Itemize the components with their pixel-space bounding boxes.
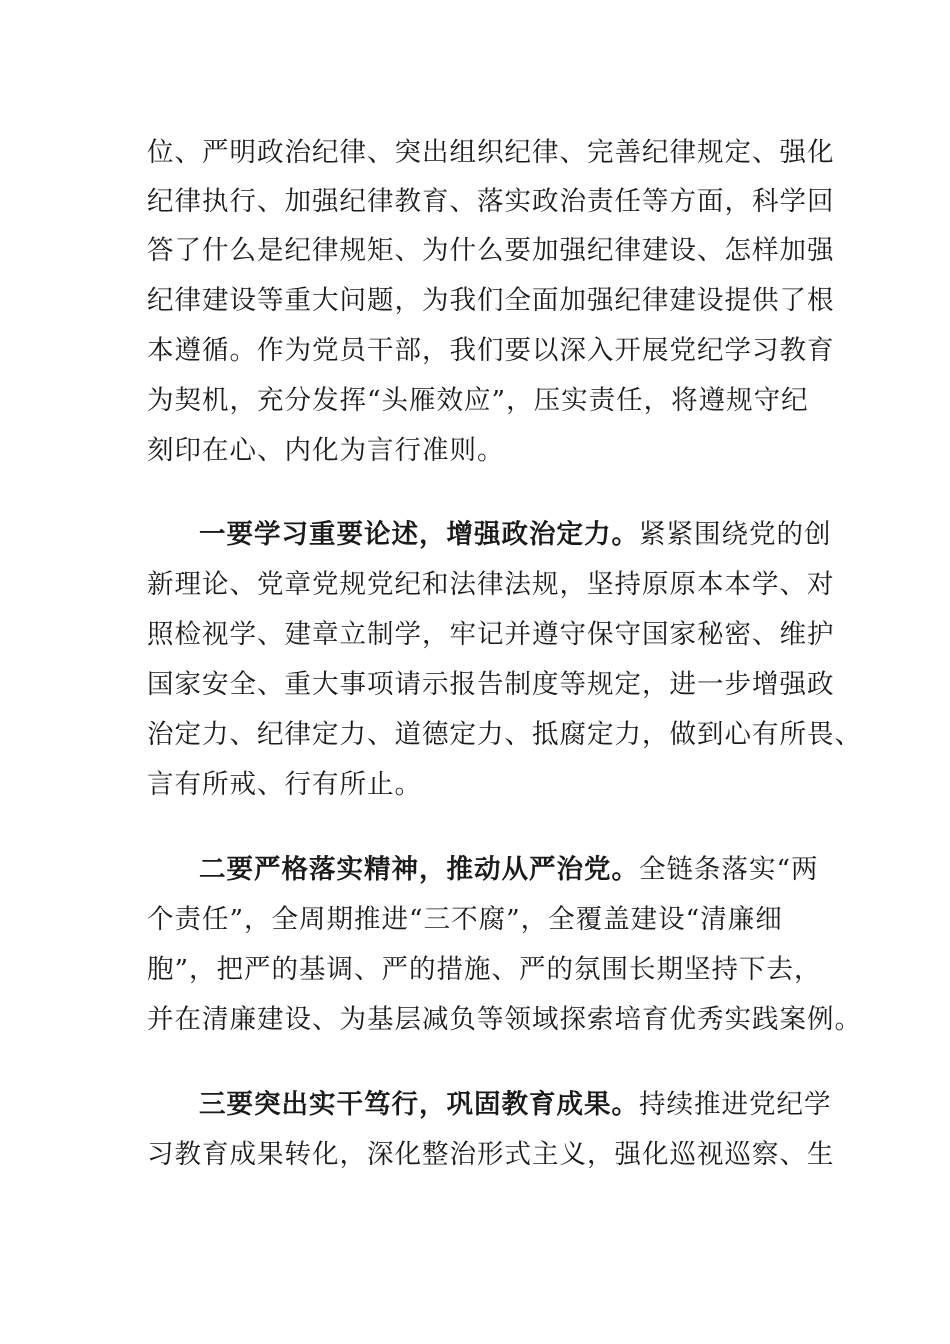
section2-line: 个责任”，全周期推进“三不腐”，全覆盖建设“清廉细 [147, 904, 783, 935]
section2-line: 胞”，把严的基调、严的措施、严的氛围长期坚持下去， [147, 954, 822, 985]
section2-heading: 二要严格落实精神，推动从严治党。 [199, 854, 639, 885]
section2-first-line [199, 853, 819, 887]
section1-first-line [199, 518, 832, 552]
section1-line: 治定力、纪律定力、道德定力、抵腐定力，做到心有所畏、 [147, 719, 862, 750]
section3-line: 习教育成果转化，深化整治形式主义，强化巡视巡察、生 [147, 1139, 835, 1170]
section1-line: 言有所戒、行有所止。 [147, 769, 422, 800]
intro-line: 纪律执行、加强纪律教育、落实政治责任等方面，科学回 [147, 186, 835, 217]
section3-heading: 三要突出实干笃行，巩固教育成果。 [199, 1089, 639, 1120]
intro-line: 刻印在心、内化为言行准则。 [147, 435, 505, 466]
intro-line: 位、严明政治纪律、突出组织纪律、完善纪律规定、强化 [147, 137, 835, 168]
intro-line: 答了什么是纪律规矩、为什么要加强纪律建设、怎样加强 [147, 235, 835, 266]
section3-first-line-text: 持续推进党纪学 [639, 1089, 832, 1120]
section1-heading: 一要学习重要论述，增强政治定力。 [199, 519, 639, 550]
intro-line: 为契机，充分发挥“头雁效应”，压实责任，将遵规守纪 [147, 385, 809, 416]
section2-first-line-text: 全链条落实“两 [639, 854, 819, 885]
section3-first-line [199, 1088, 832, 1122]
section1-line: 国家安全、重大事项请示报告制度等规定，进一步增强政 [147, 669, 835, 700]
section1-first-line-text: 紧紧围绕党的创 [639, 519, 832, 550]
section1-line: 照检视学、建章立制学，牢记并遵守保守国家秘密、维护 [147, 619, 835, 650]
section1-line: 新理论、党章党规党纪和法律法规，坚持原原本本学、对 [147, 569, 835, 600]
intro-line: 本遵循。作为党员干部，我们要以深入开展党纪学习教育 [147, 335, 835, 366]
intro-line: 纪律建设等重大问题，为我们全面加强纪律建设提供了根 [147, 285, 835, 316]
section2-line: 并在清廉建设、为基层减负等领域探索培育优秀实践案例。 [147, 1004, 862, 1035]
